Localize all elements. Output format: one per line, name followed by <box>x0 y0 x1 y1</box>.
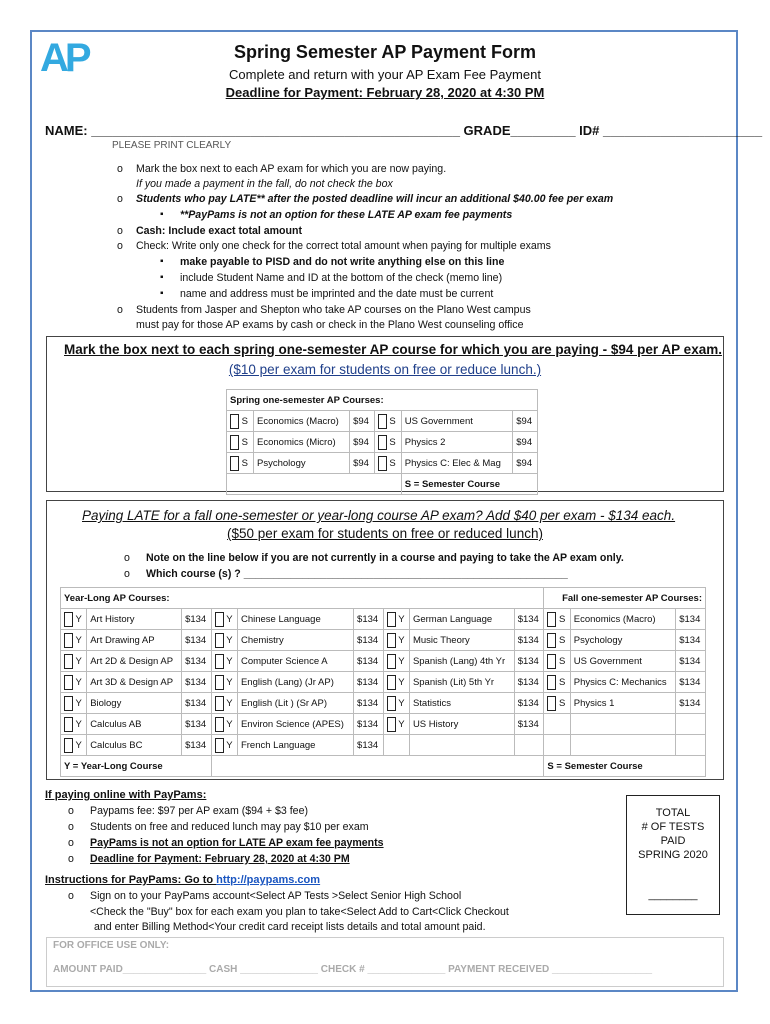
late-row <box>61 693 706 714</box>
course-name: Art Drawing AP <box>87 630 182 651</box>
exam-checkbox[interactable] <box>383 651 409 672</box>
course-price: $134 <box>182 609 212 630</box>
instr-1b: If you made a payment in the fall, do not check the box <box>136 178 393 190</box>
spring-label: SPRING 2020 <box>638 849 708 861</box>
course-type: Y <box>226 634 233 646</box>
exam-checkbox[interactable] <box>544 693 570 714</box>
paypams-reduced: Students on free and reduced lunch may pay $10 per exam <box>90 821 369 833</box>
exam-checkbox[interactable] <box>374 432 401 453</box>
bullet-o: o <box>117 225 123 237</box>
course-name: Chemistry <box>237 630 353 651</box>
course-name: Statistics <box>409 693 514 714</box>
instr-2a: **PayPams is not an option for these LATE AP exam fee payments <box>180 209 513 221</box>
course-type: S <box>559 697 566 709</box>
course-price: $134 <box>514 693 544 714</box>
late-row <box>61 672 706 693</box>
course-type: S <box>559 634 566 646</box>
course-name: Psychology <box>254 453 350 474</box>
office-fields: AMOUNT PAID_______________ CASH ______________ CHECK # ______________ PAYMENT RECEIVED __________________ <box>53 964 653 975</box>
course-type: Y <box>75 676 82 688</box>
course-name: Art 3D & Design AP <box>87 672 182 693</box>
bullet-square: ▪ <box>160 272 164 283</box>
exam-checkbox[interactable] <box>374 453 401 474</box>
course-name: Spanish (Lang) 4th Yr <box>409 651 514 672</box>
course-name: Economics (Macro) <box>570 609 675 630</box>
paypams-deadline: Deadline for Payment: February 28, 2020 at 4:30 PM <box>90 853 350 865</box>
course-price: $134 <box>354 672 384 693</box>
course-price: $134 <box>354 651 384 672</box>
course-price: $134 <box>182 735 212 756</box>
paypams-late-note: PayPams is not an option for LATE AP exam fee payments <box>90 837 384 849</box>
exam-checkbox[interactable] <box>383 630 409 651</box>
bullet-o: o <box>117 163 123 175</box>
course-price: $134 <box>676 672 706 693</box>
course-type: Y <box>75 739 82 751</box>
exam-checkbox[interactable] <box>211 630 237 651</box>
course-price: $94 <box>513 432 538 453</box>
course-name: Chinese Language <box>237 609 353 630</box>
course-name: French Language <box>237 735 353 756</box>
course-type: Y <box>398 676 405 688</box>
course-price: $94 <box>513 453 538 474</box>
late-heading: Paying LATE for a fall one-semester or year-long course AP exam? Add $40 per exam - $134 each. <box>82 508 676 523</box>
exam-checkbox[interactable] <box>227 432 254 453</box>
course-type: Y <box>75 718 82 730</box>
paypams-link[interactable]: http://paypams.com <box>216 874 321 886</box>
course-type: Y <box>226 676 233 688</box>
exam-checkbox[interactable] <box>61 609 87 630</box>
course-price: $134 <box>676 651 706 672</box>
course-name: Physics 1 <box>570 693 675 714</box>
instr-5b: must pay for those AP exams by cash or check in the Plano West counseling office <box>136 319 524 331</box>
office-use-section <box>46 937 724 987</box>
course-type: Y <box>398 697 405 709</box>
exam-checkbox[interactable] <box>61 672 87 693</box>
total-box <box>626 795 720 915</box>
course-type: Y <box>75 655 82 667</box>
course-type: Y <box>226 613 233 625</box>
exam-checkbox[interactable] <box>61 651 87 672</box>
bullet-o: o <box>124 552 130 564</box>
year-legend: Y = Year-Long Course <box>61 756 212 777</box>
exam-checkbox[interactable] <box>211 609 237 630</box>
course-price: $134 <box>354 693 384 714</box>
spring-row <box>227 453 538 474</box>
year-long-title: Year-Long AP Courses: <box>61 588 544 609</box>
exam-checkbox[interactable] <box>227 453 254 474</box>
late-courses-table <box>60 587 706 777</box>
which-course-field[interactable]: Which course (s) ? _______________________________________________________ <box>146 568 568 580</box>
course-name: Music Theory <box>409 630 514 651</box>
course-type: Y <box>226 739 233 751</box>
course-name: Psychology <box>570 630 675 651</box>
course-type: Y <box>398 655 405 667</box>
course-type: S <box>559 613 566 625</box>
course-type: Y <box>226 655 233 667</box>
course-type: Y <box>75 634 82 646</box>
course-name: Biology <box>87 693 182 714</box>
bullet-o: o <box>117 193 123 205</box>
deadline-text: Deadline for Payment: February 28, 2020 at 4:30 PM <box>225 85 545 100</box>
exam-checkbox[interactable] <box>211 672 237 693</box>
course-price: $134 <box>182 630 212 651</box>
exam-checkbox[interactable] <box>383 714 409 735</box>
course-price: $134 <box>676 630 706 651</box>
paypams-step-3: and enter Billing Method<Your credit card receipt lists details and total amount paid. <box>94 921 486 933</box>
semester-legend: S = Semester Course <box>401 474 537 495</box>
paypams-step-1: Sign on to your PayPams account<Select AP Tests >Select Senior High School <box>90 890 462 902</box>
course-price: $134 <box>354 735 384 756</box>
course-name: Physics 2 <box>401 432 512 453</box>
office-title: FOR OFFICE USE ONLY: <box>53 940 170 951</box>
paypams-instr-label: Instructions for PayPams: Go to <box>45 874 217 886</box>
exam-checkbox[interactable] <box>383 693 409 714</box>
paypams-heading: If paying online with PayPams: <box>45 789 207 801</box>
exam-checkbox[interactable] <box>211 693 237 714</box>
late-row <box>61 714 706 735</box>
spring-courses-table <box>226 389 538 495</box>
course-name: Economics (Macro) <box>254 411 350 432</box>
instr-5: Students from Jasper and Shepton who take AP courses on the Plano West campus <box>136 304 531 316</box>
course-type: Y <box>226 718 233 730</box>
instr-4c: name and address must be imprinted and the date must be current <box>180 288 494 300</box>
paypams-fee: Paypams fee: $97 per AP exam ($94 + $3 fee) <box>90 805 308 817</box>
form-title: Spring Semester AP Payment Form <box>233 42 537 62</box>
exam-checkbox[interactable] <box>544 609 570 630</box>
course-type: S <box>389 415 396 427</box>
spring-subheading: ($10 per exam for students on free or reduce lunch.) <box>228 362 542 377</box>
paypams-instructions <box>45 874 320 886</box>
exam-checkbox[interactable] <box>211 735 237 756</box>
course-type: Y <box>398 718 405 730</box>
course-type: Y <box>398 613 405 625</box>
course-name: Calculus AB <box>87 714 182 735</box>
bullet-square: ▪ <box>160 288 164 299</box>
exam-checkbox[interactable] <box>61 714 87 735</box>
course-name: Economics (Micro) <box>254 432 350 453</box>
bullet-o: o <box>117 304 123 316</box>
course-price: $134 <box>182 672 212 693</box>
course-price: $134 <box>182 693 212 714</box>
exam-checkbox[interactable] <box>374 411 401 432</box>
print-note: PLEASE PRINT CLEARLY <box>112 140 232 151</box>
course-name: Computer Science A <box>237 651 353 672</box>
total-label: TOTAL <box>655 807 691 819</box>
exam-checkbox[interactable] <box>61 630 87 651</box>
bullet-o: o <box>68 853 74 865</box>
instr-4a: make payable to PISD and do not write anything else on this line <box>180 256 505 268</box>
course-type: S <box>241 457 248 469</box>
course-type: S <box>389 436 396 448</box>
bullet-o: o <box>124 568 130 580</box>
bullet-o: o <box>68 805 74 817</box>
course-name: German Language <box>409 609 514 630</box>
semester-legend: S = Semester Course <box>544 756 706 777</box>
course-price: $94 <box>350 411 375 432</box>
exam-checkbox[interactable] <box>544 672 570 693</box>
course-name: Physics C: Mechanics <box>570 672 675 693</box>
course-price: $94 <box>350 432 375 453</box>
course-type: Y <box>75 697 82 709</box>
form-subtitle: Complete and return with your AP Exam Fee Payment <box>229 67 541 82</box>
course-type: S <box>241 436 248 448</box>
course-name: Calculus BC <box>87 735 182 756</box>
paid-label: PAID <box>660 835 686 847</box>
course-type: S <box>559 676 566 688</box>
paypams-step-2: <Check the "Buy" box for each exam you plan to take<Select Add to Cart<Click Checkout <box>90 906 509 918</box>
ap-logo: AP <box>40 36 88 80</box>
course-type: Y <box>75 613 82 625</box>
bullet-square: ▪ <box>160 256 164 267</box>
late-row <box>61 609 706 630</box>
tests-label: # OF TESTS <box>641 821 705 833</box>
course-price: $134 <box>514 609 544 630</box>
course-type: Y <box>398 634 405 646</box>
course-price: $134 <box>514 630 544 651</box>
course-price: $134 <box>354 630 384 651</box>
total-entry-line[interactable]: ________ <box>648 889 698 901</box>
exam-checkbox[interactable] <box>211 714 237 735</box>
bullet-o: o <box>68 890 74 902</box>
late-subheading: ($50 per exam for students on free or reduced lunch) <box>227 526 543 541</box>
instr-1: Mark the box next to each AP exam for which you are now paying. <box>136 163 447 175</box>
spring-row <box>227 432 538 453</box>
course-name: Spanish (Lit) 5th Yr <box>409 672 514 693</box>
exam-checkbox[interactable] <box>544 651 570 672</box>
spring-heading: Mark the box next to each spring one-semester AP course for which you are paying - $94 per AP exam. <box>64 342 722 357</box>
bullet-o: o <box>68 837 74 849</box>
instr-4: Check: Write only one check for the correct total amount when paying for multiple exams <box>136 240 551 252</box>
course-name: English (Lang) (Jr AP) <box>237 672 353 693</box>
course-price: $134 <box>354 714 384 735</box>
fall-title: Fall one-semester AP Courses: <box>544 588 706 609</box>
course-name: Physics C: Elec & Mag <box>401 453 512 474</box>
course-price: $134 <box>514 651 544 672</box>
course-price: $134 <box>182 714 212 735</box>
course-name: US Government <box>570 651 675 672</box>
course-name: Art History <box>87 609 182 630</box>
exam-checkbox[interactable] <box>383 672 409 693</box>
course-name: Art 2D & Design AP <box>87 651 182 672</box>
course-price: $134 <box>514 672 544 693</box>
bullet-o: o <box>117 240 123 252</box>
course-price: $94 <box>350 453 375 474</box>
exam-checkbox[interactable] <box>61 735 87 756</box>
exam-checkbox[interactable] <box>227 411 254 432</box>
late-note-1: Note on the line below if you are not currently in a course and paying to take the AP exam only. <box>146 552 624 564</box>
name-grade-id-line[interactable]: NAME: ___________________________________________________ GRADE_________ ID# ______________________ <box>45 123 763 138</box>
spring-row <box>227 411 538 432</box>
instr-3: Cash: Include exact total amount <box>136 225 302 237</box>
course-name: US Government <box>401 411 512 432</box>
course-type: S <box>389 457 396 469</box>
bullet-o: o <box>68 821 74 833</box>
exam-checkbox[interactable] <box>383 609 409 630</box>
course-price: $134 <box>354 609 384 630</box>
exam-checkbox[interactable] <box>211 651 237 672</box>
spring-table-title: Spring one-semester AP Courses: <box>227 390 538 411</box>
course-type: Y <box>226 697 233 709</box>
course-price: $134 <box>676 693 706 714</box>
instr-4b: include Student Name and ID at the bottom of the check (memo line) <box>180 272 503 284</box>
course-type: S <box>241 415 248 427</box>
course-name: Environ Science (APES) <box>237 714 353 735</box>
course-type: S <box>559 655 566 667</box>
bullet-square: ▪ <box>160 209 164 220</box>
instr-2: Students who pay LATE** after the posted deadline will incur an additional $40.00 fee per exam <box>136 193 614 205</box>
course-name: English (Lit ) (Sr AP) <box>237 693 353 714</box>
exam-checkbox[interactable] <box>544 630 570 651</box>
exam-checkbox[interactable] <box>61 693 87 714</box>
late-row <box>61 735 706 756</box>
late-row <box>61 630 706 651</box>
course-name: US History <box>409 714 514 735</box>
course-price: $134 <box>514 714 544 735</box>
late-row <box>61 651 706 672</box>
course-price: $134 <box>182 651 212 672</box>
course-price: $94 <box>513 411 538 432</box>
course-price: $134 <box>676 609 706 630</box>
